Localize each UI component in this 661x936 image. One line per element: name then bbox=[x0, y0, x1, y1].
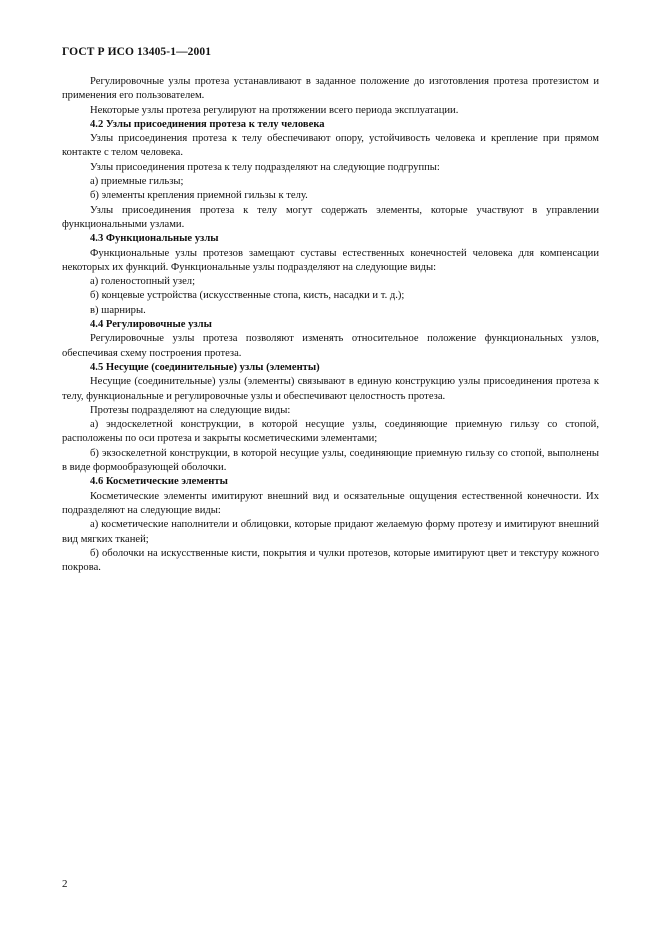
list-item: а) голеностопный узел; bbox=[90, 276, 196, 288]
list-item: в) шарниры. bbox=[90, 304, 146, 316]
paragraph: Некоторые узлы протеза регулируют на протяжении всего периода эксплуатации. bbox=[90, 104, 459, 116]
paragraph: Несущие (соединительные) узлы (элементы) связывают в единую конструкцию узлы присоединения протеза к телу, функциональные и регулировочные узлы и обеспечивают целостность протеза. bbox=[62, 376, 599, 402]
paragraph: Функциональные узлы протезов замещают суставы естественных конечностей человека для компенсации некоторых их функций. Функциональные узлы подразделяют на следующие виды: bbox=[62, 247, 599, 273]
paragraph: Узлы присоединения протеза к телу могут содержать элементы, которые участвуют в управлении функциональными узлами. bbox=[62, 204, 599, 230]
document-body bbox=[62, 75, 599, 575]
paragraph: Косметические элементы имитируют внешний вид и осязательные ощущения естественной конечности. Их подразделяют на следующие виды: bbox=[62, 490, 599, 516]
document-standard-header: ГОСТ Р ИСО 13405-1—2001 bbox=[62, 46, 212, 58]
paragraph: Регулировочные узлы протеза устанавливают в заданное положение до изготовления протеза протезистом и применения его пользователем. bbox=[62, 76, 599, 102]
page-number: 2 bbox=[62, 878, 68, 890]
paragraph: б) экзоскелетной конструкции, в которой несущие узлы, соединяющие приемную гильзу со стопой, выполнены в виде формообразующей оболочки. bbox=[62, 447, 599, 474]
section-heading-4-2: 4.2 Узлы присоединения протеза к телу человека bbox=[90, 118, 325, 130]
paragraph: Протезы подразделяют на следующие виды: bbox=[90, 404, 291, 416]
paragraph: Узлы присоединения протеза к телу подразделяют на следующие подгруппы: bbox=[90, 161, 440, 173]
list-item: б) концевые устройства (искусственные стопа, кисть, насадки и т. д.); bbox=[90, 290, 405, 302]
paragraph: б) оболочки на искусственные кисти, покрытия и чулки протезов, которые имитируют цвет и текстуру кожного покрова. bbox=[62, 547, 599, 574]
paragraph: Узлы присоединения протеза к телу обеспечивают опору, устойчивость человека и крепление при прямом контакте с телом человека. bbox=[62, 133, 599, 159]
paragraph: Регулировочные узлы протеза позволяют изменять относительное положение функциональных узлов, обеспечивая схему построения протеза. bbox=[62, 333, 599, 359]
section-heading-4-4: 4.4 Регулировочные узлы bbox=[90, 319, 212, 331]
section-heading-4-3: 4.3 Функциональные узлы bbox=[90, 233, 219, 245]
list-item: б) элементы крепления приемной гильзы к телу. bbox=[90, 190, 308, 202]
section-heading-4-6: 4.6 Косметические элементы bbox=[90, 476, 228, 488]
list-item: а) приемные гильзы; bbox=[90, 176, 184, 188]
section-heading-4-5: 4.5 Несущие (соединительные) узлы (элементы) bbox=[90, 361, 320, 373]
paragraph: а) эндоскелетной конструкции, в которой несущие узлы, соединяющие приемную гильзу со стопой, расположены по оси протеза и закрыты косметическими элементами; bbox=[62, 419, 599, 445]
paragraph: а) косметические наполнители и облицовки, которые придают желаемую форму протезу и имитируют внешний вид мягких тканей; bbox=[62, 519, 599, 545]
